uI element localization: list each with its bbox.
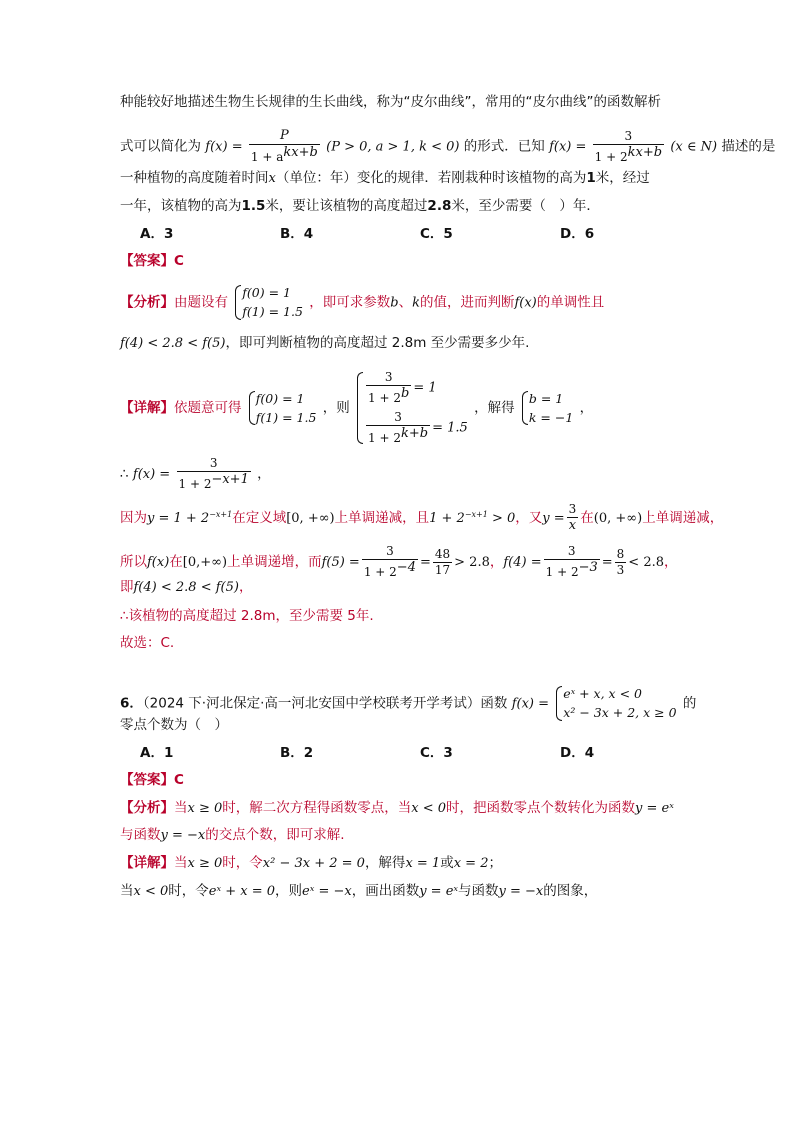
q6-source: （2024 下·河北保定·高一河北安国中学校联考开学考试） <box>142 695 481 712</box>
option-a: A．1 <box>140 745 174 761</box>
q5-answer: 【答案】C <box>120 253 184 269</box>
q6-detail-line1: 【详解】当x ≥ 0时，令x² − 3x + 2 = 0，解得x = 1或x = 2； <box>120 855 502 871</box>
q5-analysis-line1: 【分析】由题设有 f(0) = 1 f(1) = 1.5 ，即可求参数b、k的值，进而判断f(x)的单调性且 <box>120 283 604 322</box>
option-c: C．3 <box>420 745 453 761</box>
q5-analysis-line2: f(4) < 2.8 < f(5)，即可判断植物的高度超过 2.8m 至少需要多少年. <box>120 335 530 351</box>
q5-detail-line1: 【详解】依题意可得 f(0) = 1 f(1) = 1.5 ，则 $\frac{3}{1 + 2^b}$ = 1 $\frac{3}{1 + 2^{k+b}}$ = 1.5 ，解得 b = 1 k = −1 ， <box>120 370 594 445</box>
q5-detail-because: 因为$y = 1 + 2^{-x+1}$在定义域[0, +∞)上单调递减，且$1 + 2^{-x+1} > 0$，又y = $\frac{3}{x}$ 在(0, +∞)上单调递减， <box>120 502 724 533</box>
equation-system: $\frac{3}{1 + 2^b}$ = 1 $\frac{3}{1 + 2^{k+b}}$ = 1.5 <box>356 370 468 446</box>
option-c: C．5 <box>420 226 453 242</box>
equation-system: f(0) = 1 f(1) = 1.5 <box>248 389 317 428</box>
piecewise-function: eˣ + x, x < 0 x² − 3x + 2, x ≥ 0 <box>555 684 676 723</box>
q5-text-line3: 一种植物的高度随着时间x（单位：年）变化的规律．若刚栽种时该植物的高为1米，经过 <box>120 170 650 186</box>
q6-stem-line1: 6．（2024 下·河北保定·高一河北安国中学校联考开学考试）函数 f(x) = eˣ + x, x < 0 x² − 3x + 2, x ≥ 0 的 <box>120 684 696 723</box>
q5-text-line1: 种能较好地描述生物生长规律的生长曲线，称为“皮尔曲线”，常用的“皮尔曲线”的函数解析 <box>120 94 661 110</box>
q6-analysis-line1: 【分析】当x ≥ 0时，解二次方程得函数零点，当x < 0时，把函数零点个数转化为函数y = eˣ <box>120 800 674 816</box>
q5-detail-so: 所以f(x)在[0,+∞)上单调递增，而f(5) = $\frac{3}{1 + 2^{-4}}$ = $\frac{48}{17}$ > 2.8，f(4) = $\frac{3}{1 + 2^{-3}}$ = $\frac{8}{3}$ < 2.8， <box>120 544 678 579</box>
solution-system: b = 1 k = −1 <box>521 389 573 428</box>
q5-choose: 故选：C. <box>120 635 175 651</box>
option-b: B．2 <box>280 745 314 761</box>
option-d: D．6 <box>560 226 595 242</box>
q5-options <box>140 228 700 242</box>
q6-analysis-line2: 与函数y = −x的交点个数，即可求解. <box>120 827 345 843</box>
q6-answer: 【答案】C <box>120 772 184 788</box>
q6-detail-line2: 当x < 0时，令eˣ + x = 0，则eˣ = −x，画出函数y = eˣ与函数y = −x的图象， <box>120 883 598 899</box>
option-d: D．4 <box>560 745 595 761</box>
fraction: $\frac{3}{1 + 2^{kx+b}}$ <box>594 128 663 164</box>
equation-system: f(0) = 1 f(1) = 1.5 <box>234 283 303 322</box>
fraction: $\frac{P}{1 + a^{kx+b}}$ <box>250 128 318 165</box>
q5-detail-ie: 即f(4) < 2.8 < f(5)， <box>120 579 253 595</box>
q6-stem-line2: 零点个数为（ ） <box>120 717 228 733</box>
q5-text-line2: 式可以简化为 f(x) = $\frac{P}{1 + a^{kx+b}}$ (P > 0, a > 1, k < 0) 的形式．已知 f(x) = $\frac{3}{1 + 2^{kx+b}}$ (x ∈ N) 描述的是 <box>120 128 776 165</box>
option-a: A．3 <box>140 226 174 242</box>
q5-conclusion: ∴该植物的高度超过 2.8m，至少需要 5年. <box>120 608 374 624</box>
q5-detail-therefore: ∴ f(x) = $\frac{3}{1 + 2^{-x+1}}$ ， <box>120 456 271 491</box>
q5-text-line4: 一年，该植物的高为1.5米，要让该植物的高度超过2.8米，至少需要（ ）年． <box>120 198 600 214</box>
option-b: B．4 <box>280 226 314 242</box>
q6-options <box>140 747 700 761</box>
